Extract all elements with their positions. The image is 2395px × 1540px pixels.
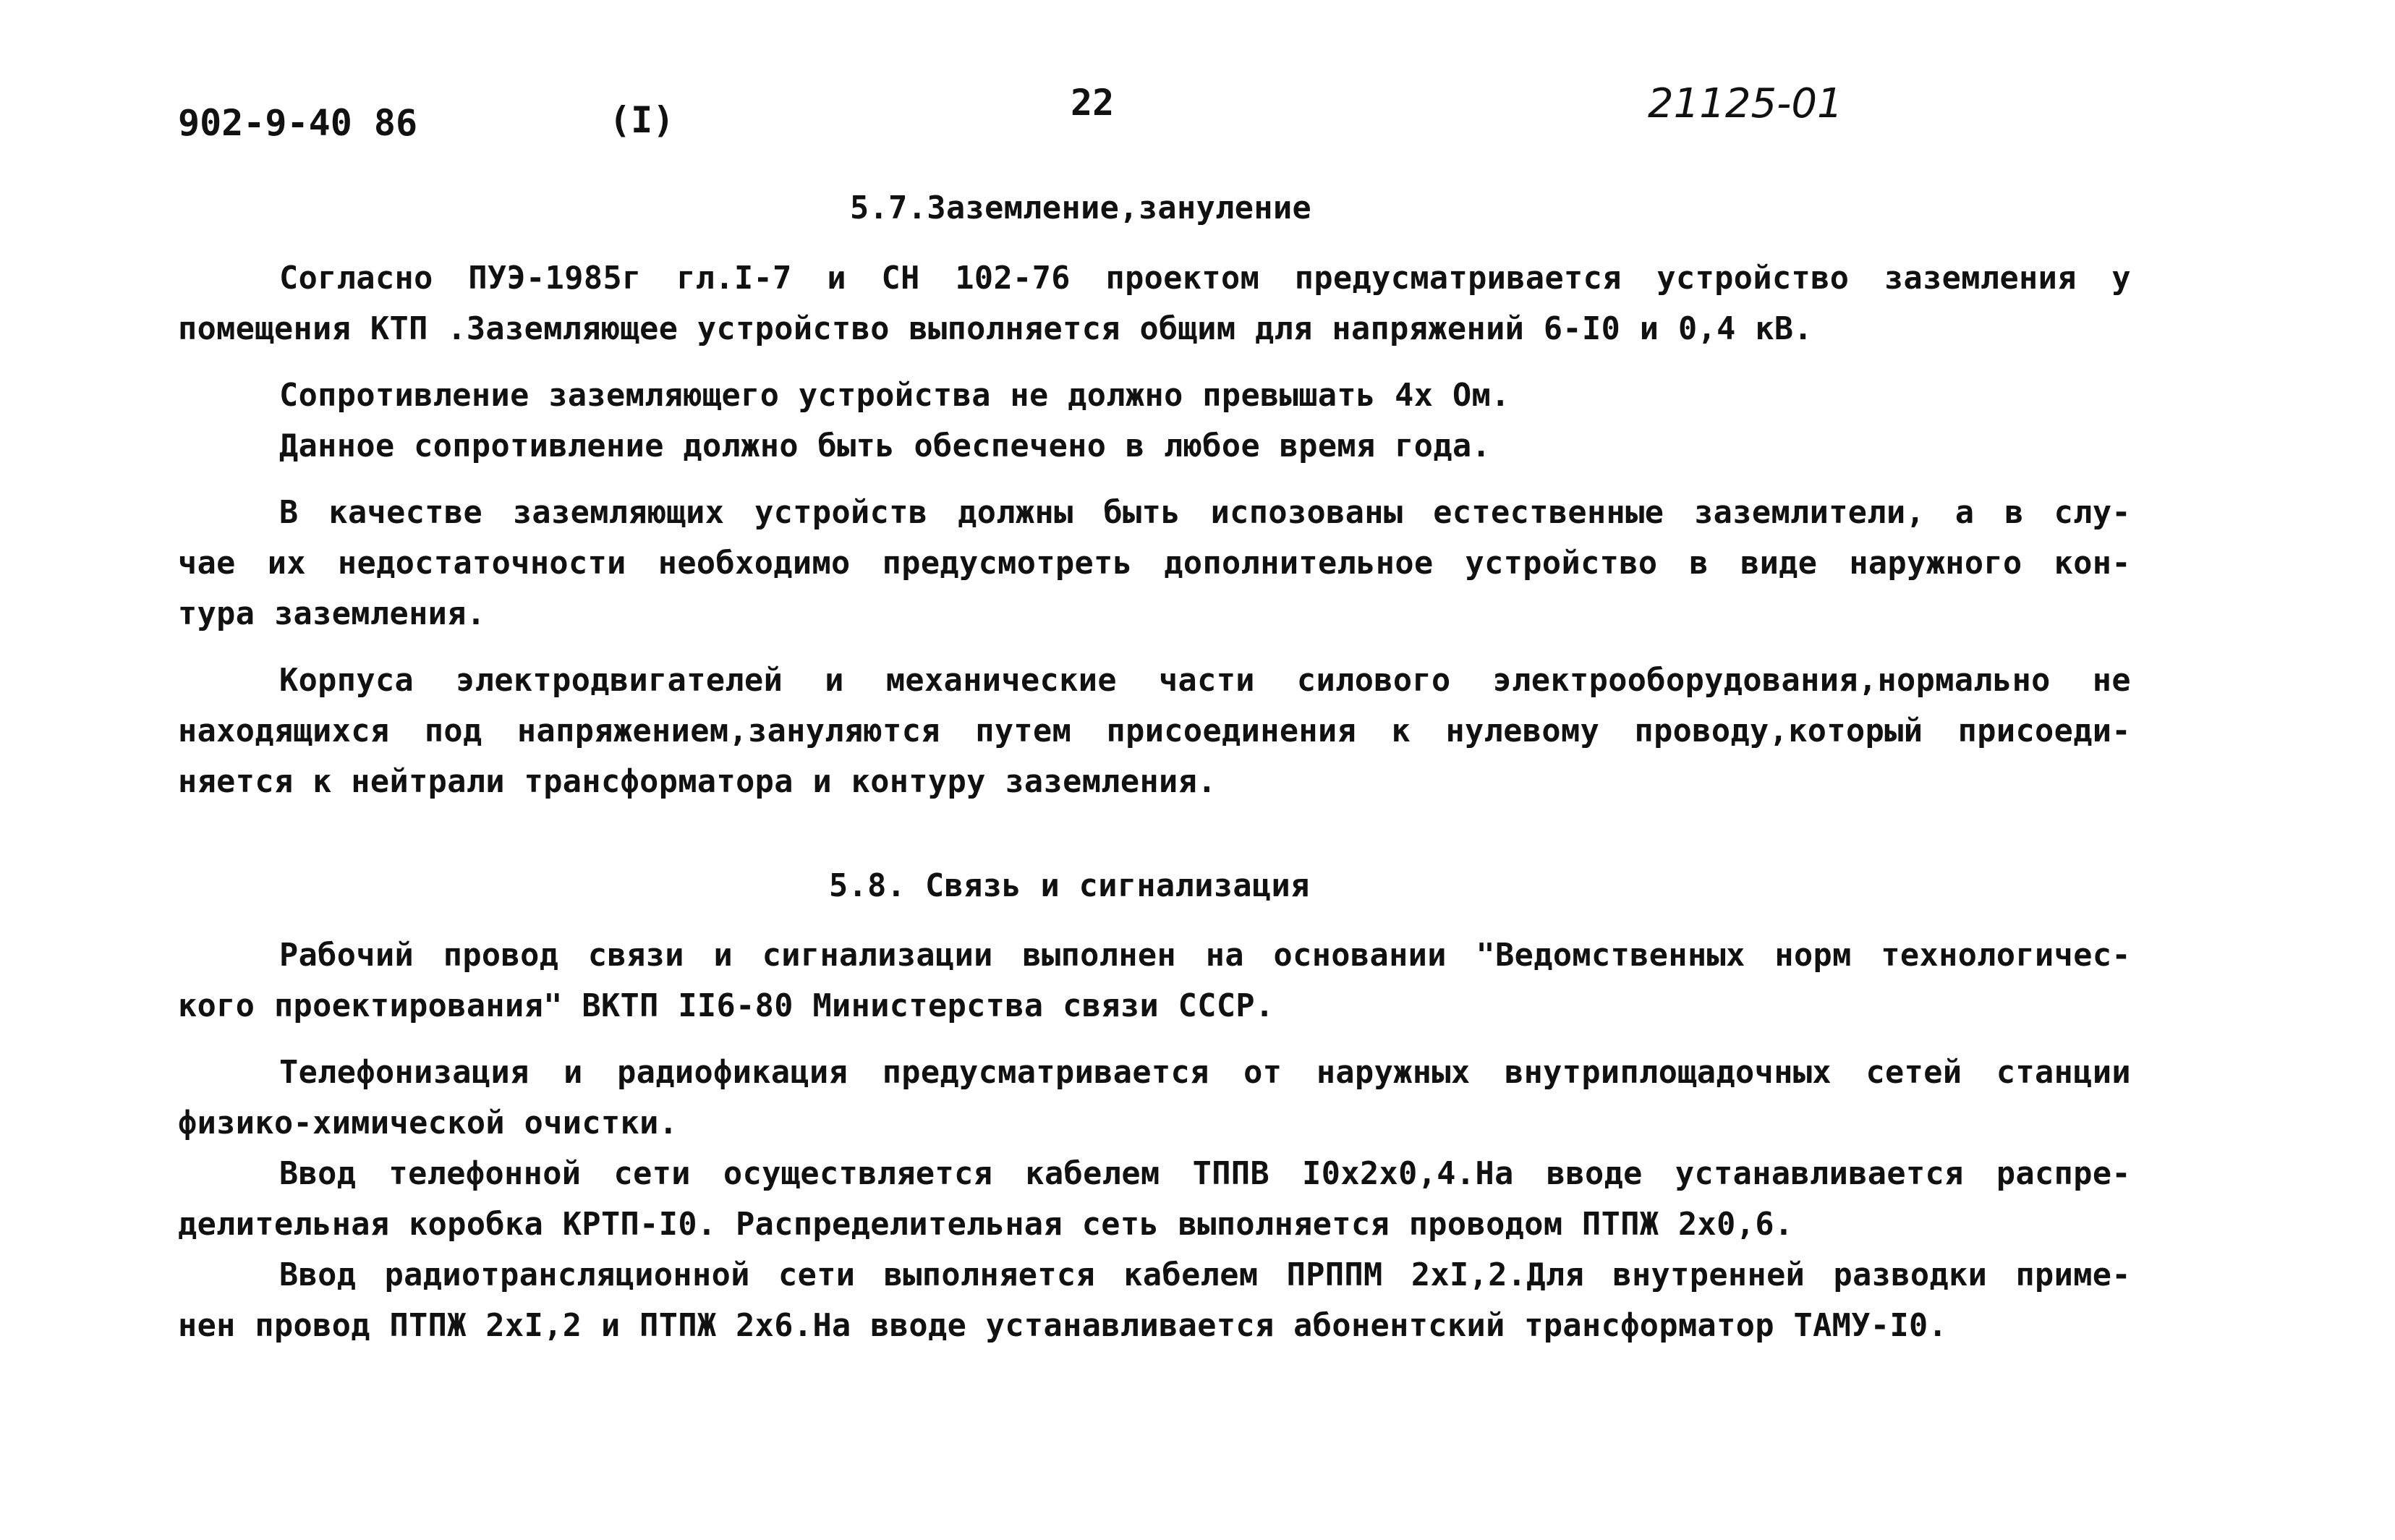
text-line: Корпуса электродвигателей и механические части силового электрооборудования,нормально не bbox=[279, 663, 2131, 699]
text-line: Согласно ПУЭ-1985г гл.I-7 и СН 102-76 проектом предусматривается устройство заземления у bbox=[279, 260, 2131, 297]
text-line: Сопротивление заземляющего устройства не должно превышать 4х Ом. bbox=[279, 378, 1510, 414]
text-line: нен провод ПТПЖ 2хI,2 и ПТПЖ 2х6.На вводе устанавливается абонентский трансформатор ТАМУ-I0. bbox=[178, 1308, 1948, 1344]
text-line: няется к нейтрали трансформатора и контуру заземления. bbox=[178, 764, 1217, 800]
text-line: находящихся под напряжением,зануляются путем присоединения к нулевому проводу,который присоеди- bbox=[178, 713, 2131, 749]
text-line: тура заземления. bbox=[178, 596, 486, 632]
section-heading-5-8: 5.8. Связь и сигнализация bbox=[829, 868, 1310, 904]
text-line: В качестве заземляющих устройств должны быть испозованы естественные заземлители, а в слу- bbox=[279, 495, 2131, 531]
section-heading-5-7: 5.7.Заземление,зануление bbox=[850, 190, 1312, 226]
text-line: Данное сопротивление должно быть обеспечено в любое время года. bbox=[279, 428, 1492, 464]
archive-number: 21125-01 bbox=[1648, 80, 1843, 127]
page-number: 22 bbox=[1071, 82, 1115, 124]
text-line: Ввод радиотрансляционной сети выполняется кабелем ПРППМ 2хI,2.Для внутренней разводки приме- bbox=[279, 1257, 2131, 1293]
text-line: помещения КТП .Заземляющее устройство выполняется общим для напряжений 6-I0 и 0,4 кВ. bbox=[178, 311, 1813, 347]
text-line: кого проектирования" ВКТП II6-80 Министерства связи СССР. bbox=[178, 988, 1275, 1024]
text-line: физико-химической очистки. bbox=[178, 1105, 678, 1141]
text-line: Рабочий провод связи и сигнализации выполнен на основании "Ведомственных норм технологичес- bbox=[279, 937, 2131, 974]
volume-number: (I) bbox=[609, 99, 675, 141]
text-line: делительная коробка КРТП-I0. Распределительная сеть выполняется проводом ПТПЖ 2х0,6. bbox=[178, 1207, 1794, 1243]
text-line: Ввод телефонной сети осуществляется кабелем ТППВ I0х2х0,4.На вводе устанавливается распре- bbox=[279, 1156, 2131, 1192]
doc-code: 902-9-40 86 bbox=[178, 102, 418, 144]
text-line: Телефонизация и радиофикация предусматривается от наружных внутриплощадочных сетей станции bbox=[279, 1055, 2131, 1091]
text-line: чае их недостаточности необходимо предусмотреть дополнительное устройство в виде наружного кон- bbox=[178, 545, 2131, 582]
